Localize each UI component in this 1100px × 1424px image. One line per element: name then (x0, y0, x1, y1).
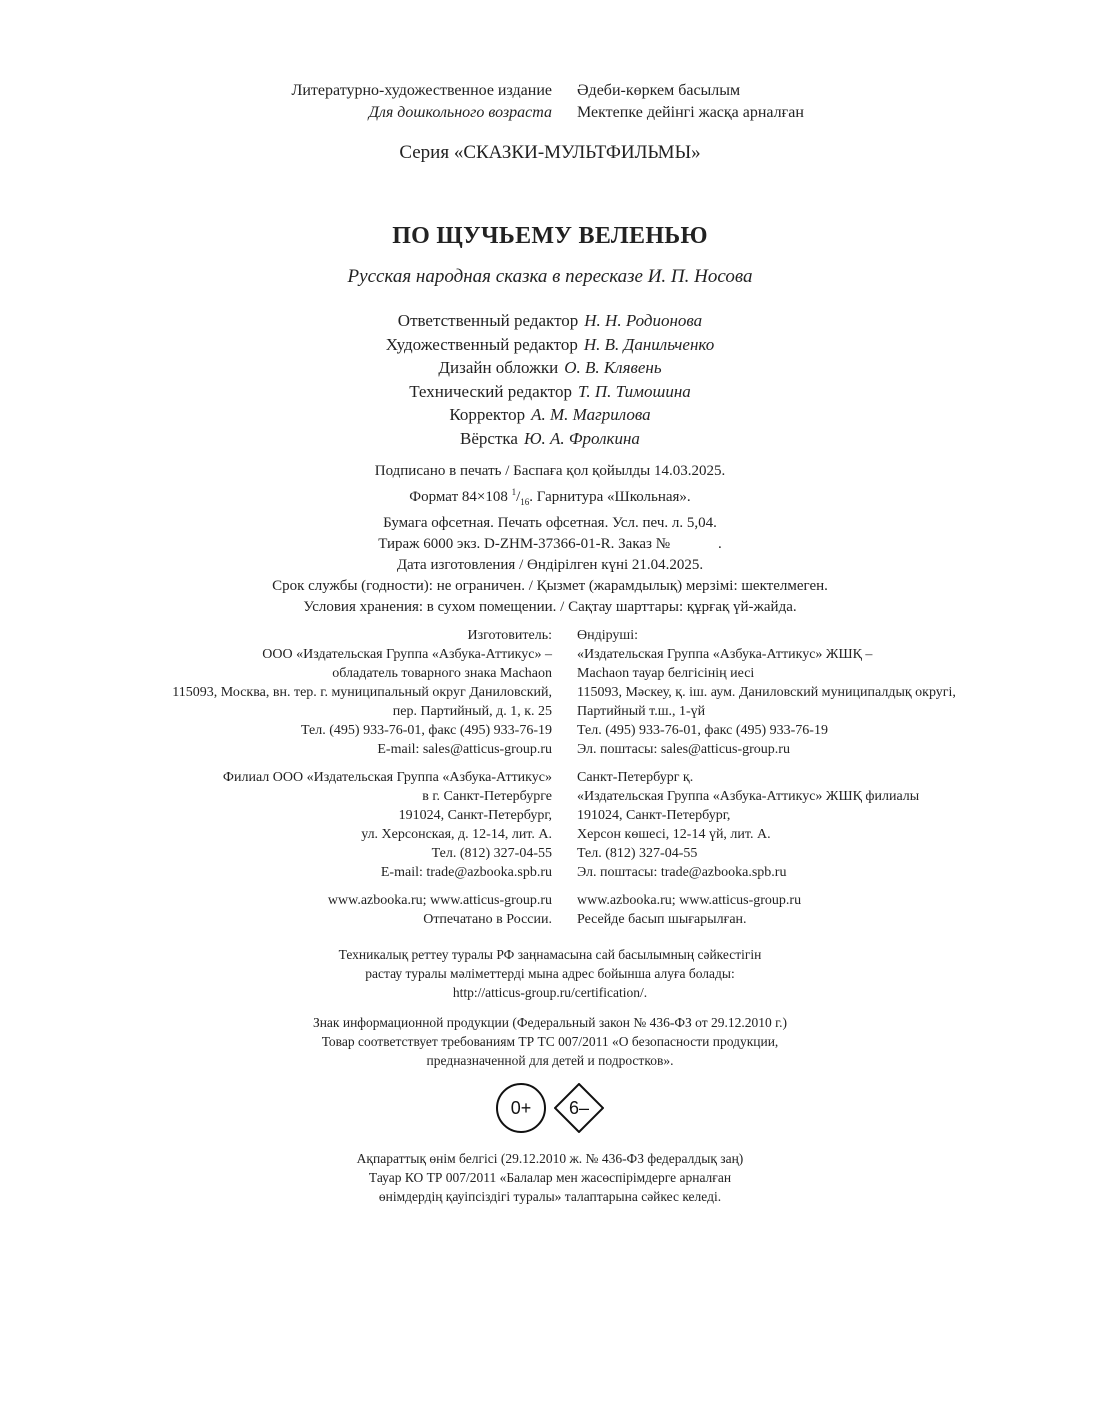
credit-line: Дизайн обложки О. В. Клявень (438, 358, 662, 377)
age-rating-circle-icon: 0+ (496, 1083, 546, 1133)
branch-ru-line: 191024, Санкт-Петербург, (398, 808, 552, 823)
header-right-line-2: Мектепке дейінгі жасқа арналған (577, 104, 804, 121)
manufacturer-kz-email: Эл. поштасы: sales@atticus-group.ru (577, 742, 790, 757)
credit-line: Художественный редактор Н. В. Данильченко (385, 334, 715, 354)
print-tirage: Тираж 6000 экз. D-ZHM-37366-01-R. Заказ № . (378, 536, 722, 552)
print-info-block (0, 461, 1100, 618)
print-manufactured: Дата изготовления / Өндірілген күні 21.04.2025. (396, 557, 704, 573)
manufacturer-ru-line: Тел. (495) 933-76-01, факс (495) 933-76-19 (301, 723, 552, 738)
info-mark-ru: Знак информационной продукции (Федеральный закон № 436-ФЗ от 29.12.2010 г.) Товар соответствует требованиям ТР ТС 007/2011 «О безопасности продукции, предназначенной для детей и подростков». (312, 1015, 788, 1068)
credit-line: Ответственный редактор Н. Н. Родионова (397, 311, 703, 330)
web-kz: www.azbooka.ru; www.atticus-group.ru (577, 893, 802, 908)
credit-line: Технический редактор Т. П. Тимошина (409, 381, 691, 401)
branch-ru-line: Тел. (812) 327-04-55 (431, 846, 552, 861)
certification-url: http://atticus-group.ru/certification/. (452, 985, 648, 1000)
printed-in-ru: Отпечатано в России. (423, 912, 552, 927)
branch-kz-email: Эл. поштасы: trade@azbooka.spb.ru (577, 865, 787, 880)
print-paper: Бумага офсетная. Печать офсетная. Усл. печ. л. 5,04. (383, 515, 717, 531)
branch-kz-line: 191024, Санкт-Петербург, (577, 808, 731, 823)
print-signed: Подписано в печать / Баспаға қол қойылды 14.03.2025. (374, 463, 726, 479)
manufacturer-ru-line: обладатель товарного знака Machaon (332, 666, 552, 681)
manufacturer-kz-line: Партийный т.ш., 1-үй (577, 704, 706, 719)
manufacturer-ru-line: пер. Партийный, д. 1, к. 25 (392, 704, 552, 719)
header-left-line-1: Литературно-художественное издание (291, 82, 552, 99)
age-badges (0, 1083, 1100, 1133)
credit-line: Корректор А. М. Магрилова (449, 405, 651, 424)
book-title: ПО ЩУЧЬЕМУ ВЕЛЕНЬЮ (392, 223, 708, 249)
branch-kz-line: «Издательская Группа «Азбука-Аттикус» ЖШҚ филиалы (577, 789, 920, 804)
book-subtitle: Русская народная сказка в пересказе И. П. Носова (347, 266, 753, 287)
printed-in-kz: Ресейде басып шығарылған. (577, 912, 747, 927)
age-rating-diamond-icon: 6– (554, 1083, 604, 1133)
manufacturer-kz-line: Тел. (495) 933-76-01, факс (495) 933-76-19 (577, 723, 828, 738)
print-storage: Условия хранения: в сухом помещении. / Сақтау шарттары: құрғақ үй-жайда. (303, 599, 797, 615)
manufacturer-ru-email: E-mail: sales@atticus-group.ru (377, 742, 552, 757)
branch-kz-line: Херсон көшесі, 12-14 үй, лит. А. (577, 827, 771, 842)
branch-kz-line: Санкт-Петербург қ. (577, 770, 694, 785)
branch-ru-email: E-mail: trade@azbooka.spb.ru (380, 865, 552, 880)
manufacturer-kz-line: 115093, Мәскеу, қ. іш. аум. Даниловский муниципалдық округі, (577, 685, 956, 700)
branch-ru-line: в г. Санкт-Петербурге (422, 789, 552, 804)
manufacturer-kz-line: «Издательская Группа «Азбука-Аттикус» ЖШҚ – (577, 647, 873, 662)
credit-line: Вёрстка Ю. А. Фролкина (460, 428, 640, 448)
manufacturer-ru-line: Изготовитель: (467, 628, 552, 643)
header-block (0, 80, 1100, 124)
manufacturer-block (0, 626, 1100, 929)
print-shelf-life: Срок службы (годности): не ограничен. / Қызмет (жарамдылық) мерзімі: шектелмеген. (272, 578, 828, 594)
certification-note: Техникалық реттеу туралы РФ заңнамасына сай басылымның сәйкестігін растау туралы мәліметтерді мына адрес бойынша алуға болады: http://atticus-group.ru/certification/. (0, 945, 1100, 1002)
branch-kz-line: Тел. (812) 327-04-55 (577, 846, 698, 861)
manufacturer-kz-line: Өндіруші: (577, 628, 638, 643)
manufacturer-ru-line: ООО «Издательская Группа «Азбука-Аттикус» – (262, 647, 552, 662)
manufacturer-ru-line: 115093, Москва, вн. тер. г. муниципальный округ Даниловский, (172, 685, 552, 700)
branch-ru-line: ул. Херсонская, д. 12-14, лит. А. (361, 827, 552, 842)
header-right-line-1: Әдеби-көркем басылым (577, 82, 741, 99)
credits-block (0, 309, 1100, 450)
web-ru: www.azbooka.ru; www.atticus-group.ru (327, 893, 552, 908)
branch-ru-line: Филиал ООО «Издательская Группа «Азбука-Аттикус» (222, 770, 552, 785)
series-label: Серия «СКАЗКИ-МУЛЬТФИЛЬМЫ» (399, 142, 701, 163)
header-left-line-2: Для дошкольного возраста (368, 104, 552, 121)
print-format: Формат 84×108 $^1/_{16}$. Гарнитура «Школьная». (409, 487, 691, 507)
info-mark-kz: Ақпараттық өнім белгісі (29.12.2010 ж. № 436-ФЗ федералдық заң) Тауар КО ТР 007/2011 «Балалар мен жасөспірімдерге арналған өнімдердің қауіпсіздігі туралы» талаптарына сәйкес келеді. (356, 1151, 744, 1204)
manufacturer-kz-line: Machaon тауар белгісінің иесі (577, 666, 755, 681)
